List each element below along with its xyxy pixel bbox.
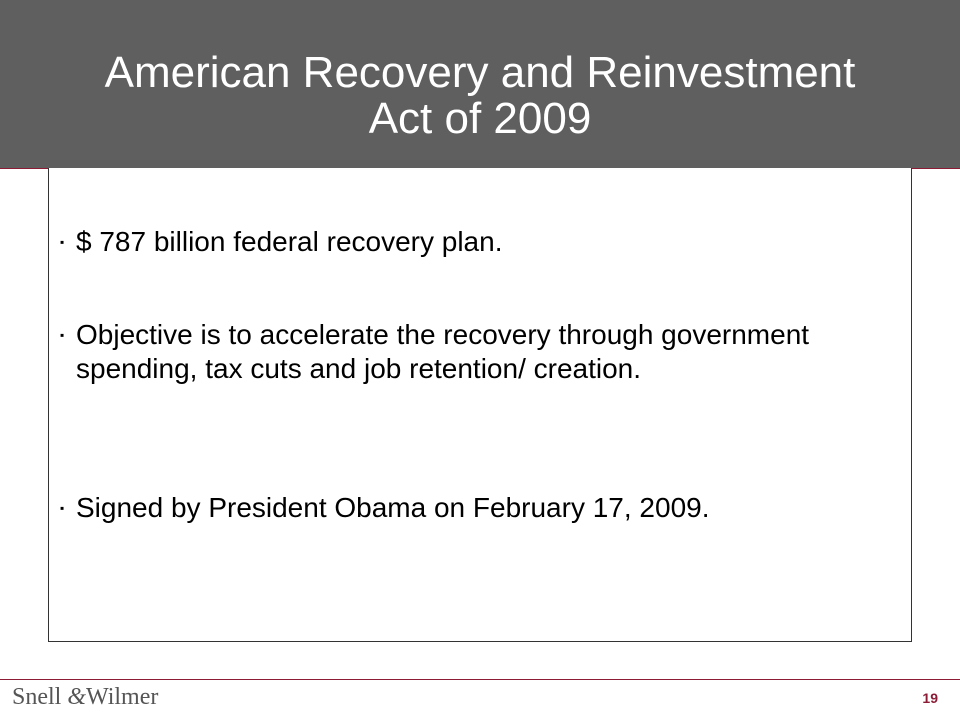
company-logo	[12, 684, 158, 711]
bullet-item	[60, 318, 860, 386]
bullet-marker-icon: ▪	[60, 235, 65, 249]
logo-ampersand: &	[67, 684, 87, 710]
bullet-text: $ 787 billion federal recovery plan.	[76, 226, 503, 257]
title-banner	[0, 0, 960, 168]
bullet-marker-icon: ▪	[60, 328, 65, 342]
bullet-text: Signed by President Obama on February 17, 2009.	[76, 492, 710, 523]
logo-word-snell: Snell	[12, 684, 62, 710]
logo-word-wilmer: Wilmer	[86, 684, 159, 710]
slide-title	[0, 50, 960, 142]
bullet-item	[60, 491, 860, 525]
slide-title-line-2: Act of 2009	[368, 94, 592, 143]
bullet-marker-icon: ▪	[60, 501, 65, 515]
page-number: 19	[922, 690, 938, 706]
slide-title-line-1: American Recovery and Reinvestment	[104, 48, 856, 97]
bullet-item	[60, 225, 860, 259]
bullet-text: Objective is to accelerate the recovery through government spending, tax cuts and job retention/ creation.	[76, 319, 810, 384]
footer-divider	[0, 679, 960, 680]
